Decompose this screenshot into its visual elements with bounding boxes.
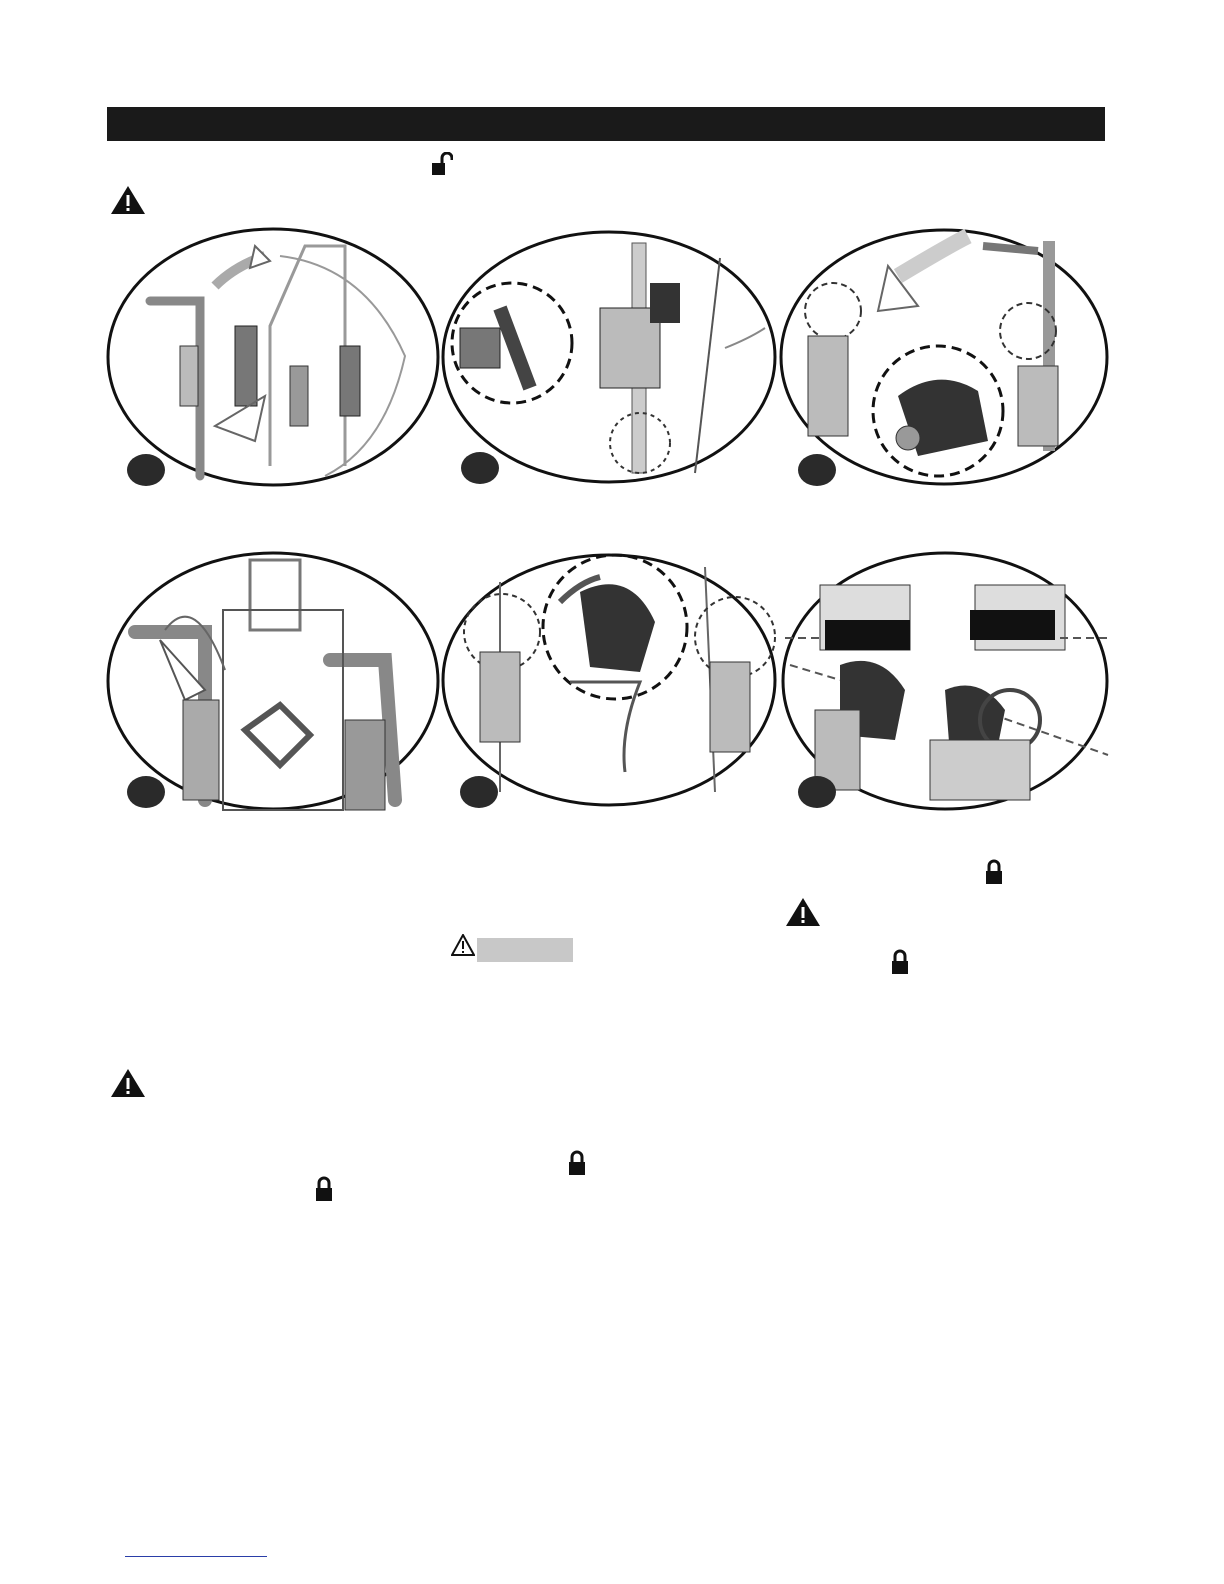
warning-triangle-icon [110,1068,146,1103]
lock-icon [568,1150,586,1181]
footer-link[interactable] [125,1556,267,1557]
illustration-step-1 [105,226,441,488]
lock-icon [315,1176,333,1207]
illustration-step-3 [778,226,1110,488]
lock-icon [985,859,1003,890]
caution-outline-triangle-icon [451,934,475,961]
illustration-step-5 [440,552,778,810]
step-number-badge [127,454,165,486]
step-number-badge [127,776,165,808]
illustration-step-6 [780,550,1110,812]
warning-triangle-icon [110,185,146,220]
step-number-badge [461,452,499,484]
highlight-label-box [477,938,573,962]
lock-icon [891,949,909,980]
illustration-step-2 [440,228,778,490]
step-number-badge [798,776,836,808]
unlock-icon [431,152,453,181]
step-number-badge [798,454,836,486]
section-header-bar [107,107,1105,141]
illustration-step-4 [105,550,441,812]
warning-triangle-icon [785,897,821,932]
step-number-badge [460,776,498,808]
